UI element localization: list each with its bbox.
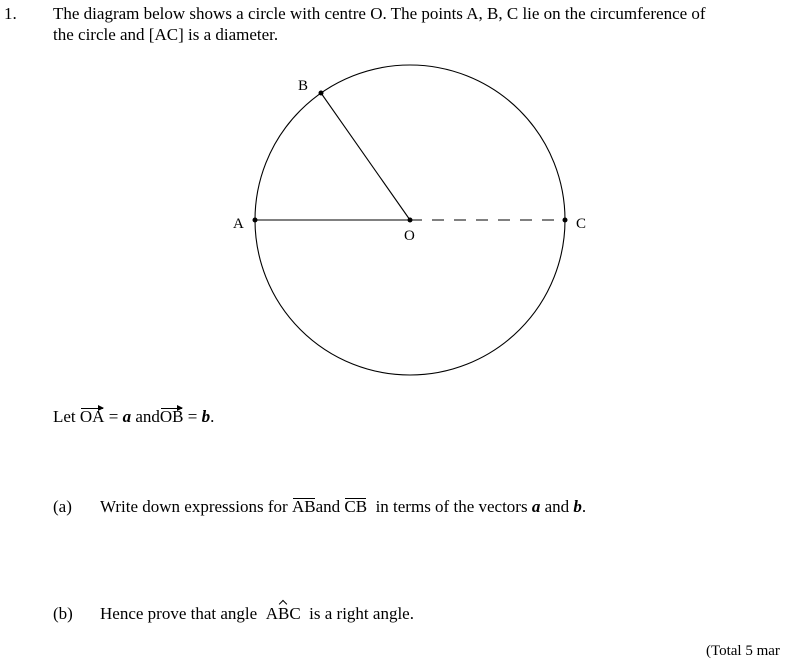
part-a-text [100, 497, 586, 517]
label-C: C [576, 216, 587, 232]
and-word: and [135, 407, 160, 426]
let-end: . [210, 407, 215, 426]
point-A [253, 218, 258, 223]
part-a-symbol-a: a [531, 497, 541, 516]
let-statement [53, 407, 214, 427]
part-a-symbol-b: b [573, 497, 582, 516]
part-a-and: and [315, 497, 341, 516]
part-b-text-2: is a right angle. [309, 604, 414, 623]
equals-1: = [108, 407, 119, 426]
label-A: A [233, 216, 244, 232]
angle-vertex-B: B [277, 604, 290, 623]
part-a-and-2: and [544, 497, 570, 516]
segment-OB [321, 93, 410, 220]
part-b-label: (b) [53, 604, 73, 623]
vector-CB: CB [344, 497, 368, 516]
vector-OA: OA [79, 407, 105, 426]
point-B [319, 91, 324, 96]
part-b-text [100, 604, 414, 624]
part-a-text-1: Write down expressions for [100, 497, 288, 516]
part-a-label: (a) [53, 497, 72, 516]
angle-vertex-A: A [265, 604, 278, 623]
angle-vertex-C: C [289, 604, 301, 623]
total-marks: (Total 5 mar [706, 643, 780, 659]
symbol-a: a [122, 407, 132, 426]
symbol-b: b [201, 407, 211, 426]
part-a-text-2: in terms of the vectors [375, 497, 528, 516]
question-stem-line-1: The diagram below shows a circle with centre O. The points A, B, C lie on the circumference of [53, 4, 706, 23]
label-B: B [298, 78, 309, 94]
equals-2: = [187, 407, 198, 426]
point-C [563, 218, 568, 223]
part-b-text-1: Hence prove that angle [100, 604, 258, 623]
question-number: 1. [4, 4, 17, 23]
let-prefix: Let [53, 407, 76, 426]
label-O: O [404, 228, 415, 244]
part-a-end: . [581, 497, 587, 516]
question-stem-line-2: the circle and [AC] is a diameter. [53, 25, 279, 44]
point-O [408, 218, 413, 223]
vector-OB: OB [159, 407, 184, 426]
vector-AB: AB [291, 497, 316, 516]
